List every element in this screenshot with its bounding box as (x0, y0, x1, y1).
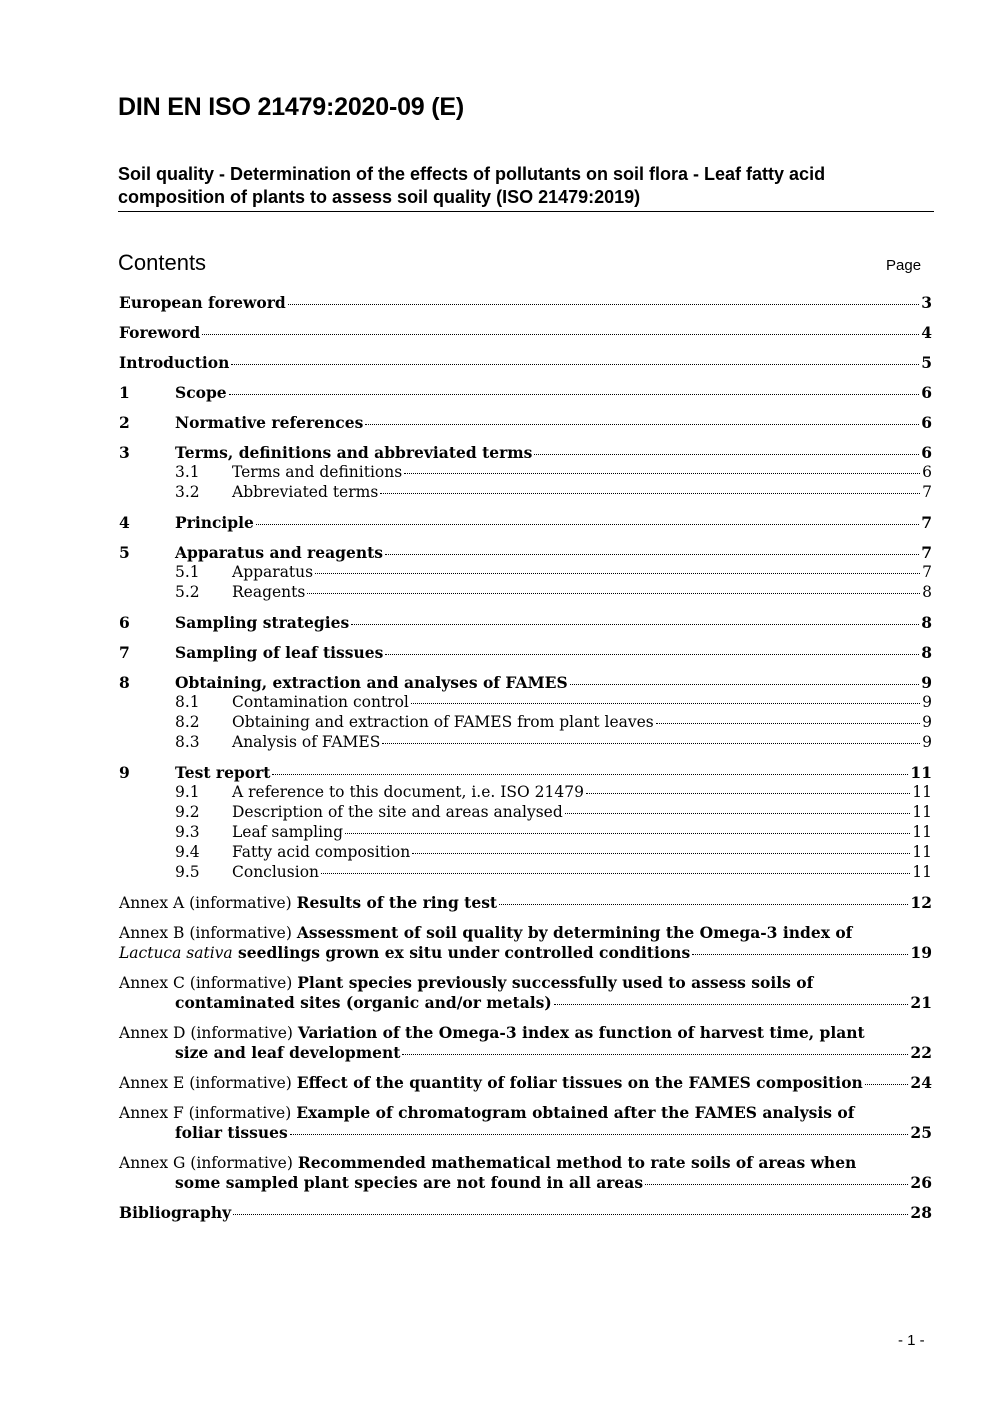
toc-entry-page: 8 (922, 583, 932, 601)
toc-entry-european-foreword[interactable] (119, 293, 932, 313)
toc-entry-section-7[interactable] (119, 643, 932, 663)
toc-entry-page: 11 (912, 823, 932, 841)
dot-leader (692, 954, 908, 955)
dot-leader (499, 904, 908, 905)
toc-entry-number: 1 (119, 383, 130, 402)
dot-leader (565, 813, 911, 814)
toc-entry-page: 4 (921, 323, 932, 342)
toc-entry-section-6[interactable] (119, 613, 932, 633)
dot-leader (656, 723, 920, 724)
annex-title: Plant species previously successfully used to assess soils of (297, 973, 814, 992)
toc-entry-section-8[interactable] (119, 673, 932, 693)
dot-leader (412, 853, 910, 854)
toc-entry-page: 11 (912, 843, 932, 861)
toc-entry-title (119, 943, 690, 962)
toc-entry-page: 9 (921, 673, 932, 692)
toc-entry-page: 6 (922, 463, 932, 481)
annex-title: Assessment of soil quality by determining the Omega-3 index of (296, 923, 853, 942)
dot-leader (586, 793, 910, 794)
toc-entry-section-9-3[interactable] (119, 823, 932, 843)
dot-leader (385, 654, 919, 655)
toc-entry-annex-c-line-2[interactable] (119, 993, 932, 1013)
toc-entry-page: 7 (922, 483, 932, 501)
dot-leader (315, 573, 920, 574)
dot-leader (380, 493, 920, 494)
toc-entry-page: 19 (910, 943, 932, 962)
toc-entry-annex-b-line-2[interactable] (119, 943, 932, 963)
toc-entry-title (119, 973, 813, 992)
toc-entry-section-3-1[interactable] (119, 463, 932, 483)
subtitle-line-2: composition of plants to assess soil quality (ISO 21479:2019) (118, 187, 641, 207)
toc-entry-number: 8.3 (175, 733, 200, 751)
dot-leader (351, 624, 919, 625)
toc-entry-title (175, 1043, 400, 1062)
toc-entry-title: European foreword (119, 293, 286, 312)
toc-entry-title: Contamination control (232, 693, 409, 711)
toc-entry-page: 11 (912, 863, 932, 881)
toc-entry-page: 7 (922, 563, 932, 581)
annex-prefix: Annex E (informative) (119, 1074, 297, 1092)
toc-entry-number: 5 (119, 543, 130, 562)
page-column-heading: Page (886, 257, 922, 274)
annex-prefix: Annex B (informative) (119, 924, 297, 942)
annex-title: contaminated sites (organic and/or metals) (175, 993, 552, 1012)
toc-entry-section-9-5[interactable] (119, 863, 932, 883)
toc-entry-number: 4 (119, 513, 130, 532)
toc-entry-annex-b-line-1[interactable] (119, 923, 932, 943)
dot-leader (365, 424, 919, 425)
toc-entry-section-8-1[interactable] (119, 693, 932, 713)
annex-prefix: Annex D (informative) (119, 1024, 298, 1042)
contents-heading: Contents (118, 250, 207, 275)
toc-entry-title: Apparatus (232, 563, 314, 581)
toc-entry-title: Obtaining and extraction of FAMES from plant leaves (232, 713, 654, 731)
dot-leader (411, 703, 920, 704)
toc-entry-title (175, 993, 552, 1012)
toc-entry-number: 9.2 (175, 803, 200, 821)
toc-entry-section-9-2[interactable] (119, 803, 932, 823)
toc-entry-number: 3.2 (175, 483, 200, 501)
toc-entry-title: Obtaining, extraction and analyses of FAMES (175, 673, 568, 692)
toc-entry-section-5[interactable] (119, 543, 932, 563)
toc-entry-page: 6 (921, 443, 932, 462)
toc-entry-section-3-2[interactable] (119, 483, 932, 503)
dot-leader (272, 774, 908, 775)
toc-entry-annex-e[interactable] (119, 1073, 932, 1093)
toc-entry-annex-d-line-2[interactable] (119, 1043, 932, 1063)
toc-entry-page: 6 (921, 383, 932, 402)
toc-entry-title (175, 1173, 643, 1192)
dot-leader (288, 304, 919, 305)
toc-entry-annex-a[interactable] (119, 893, 932, 913)
dot-leader (231, 364, 919, 365)
document-title: DIN EN ISO 21479:2020-09 (E) (118, 93, 464, 121)
toc-entry-section-9[interactable] (119, 763, 932, 783)
toc-entry-title (119, 1023, 865, 1042)
dot-leader (290, 1134, 909, 1135)
toc-entry-annex-g-line-2[interactable] (119, 1173, 932, 1193)
toc-entry-title: Description of the site and areas analysed (232, 803, 563, 821)
toc-entry-page: 24 (910, 1073, 932, 1092)
dot-leader (570, 684, 920, 685)
toc-entry-bibliography[interactable] (119, 1203, 932, 1223)
toc-entry-page: 9 (922, 713, 932, 731)
toc-entry-title: Scope (175, 383, 227, 402)
dot-leader (307, 593, 920, 594)
toc-entry-page: 9 (922, 733, 932, 751)
annex-title: Results of the ring test (296, 893, 498, 912)
annex-title: Example of chromatogram obtained after the FAMES analysis of (296, 1103, 855, 1122)
toc-entry-page: 12 (910, 893, 932, 912)
toc-entry-title: Introduction (119, 353, 230, 372)
annex-title: size and leaf development (175, 1043, 401, 1062)
dot-leader (202, 334, 919, 335)
toc-entry-annex-f-line-2[interactable] (119, 1123, 932, 1143)
toc-entry-title: Terms, definitions and abbreviated terms (175, 443, 533, 462)
toc-entry-annex-c-line-1[interactable] (119, 973, 932, 993)
annex-title: some sampled plant species are not found in all areas (175, 1173, 644, 1192)
toc-entry-title: A reference to this document, i.e. ISO 21479 (232, 783, 584, 801)
annex-prefix: Annex G (informative) (119, 1154, 298, 1172)
toc-entry-foreword[interactable] (119, 323, 932, 343)
toc-entry-number: 3 (119, 443, 130, 462)
toc-entry-title: Bibliography (119, 1203, 232, 1222)
dot-leader (321, 873, 910, 874)
annex-title: Effect of the quantity of foliar tissues on the FAMES composition (296, 1073, 863, 1092)
dot-leader (404, 473, 920, 474)
toc-entry-page: 21 (910, 993, 932, 1012)
toc-entry-title: Normative references (175, 413, 364, 432)
toc-entry-title (119, 1153, 856, 1172)
annex-title: foliar tissues (175, 1123, 288, 1142)
toc-entry-section-8-2[interactable] (119, 713, 932, 733)
annex-prefix: Annex F (informative) (119, 1104, 297, 1122)
toc-entry-title: Principle (175, 513, 254, 532)
dot-leader (554, 1004, 909, 1005)
toc-entry-page: 6 (921, 413, 932, 432)
toc-entry-title: Sampling of leaf tissues (175, 643, 384, 662)
dot-leader (345, 833, 910, 834)
dot-leader (385, 554, 919, 555)
toc-entry-section-9-4[interactable] (119, 843, 932, 863)
toc-entry-number: 5.2 (175, 583, 200, 601)
toc-entry-number: 2 (119, 413, 130, 432)
toc-entry-page: 11 (912, 783, 932, 801)
toc-entry-number: 7 (119, 643, 130, 662)
toc-entry-section-5-1[interactable] (119, 563, 932, 583)
toc-entry-title: Abbreviated terms (232, 483, 379, 501)
toc-entry-title (175, 1123, 288, 1142)
toc-entry-page: 5 (921, 353, 932, 372)
toc-entry-page: 25 (910, 1123, 932, 1142)
dot-leader (233, 1214, 908, 1215)
toc-entry-section-1[interactable] (119, 383, 932, 403)
toc-entry-title: Apparatus and reagents (175, 543, 383, 562)
toc-entry-annex-g-line-1[interactable] (119, 1153, 932, 1173)
toc-entry-page: 3 (921, 293, 932, 312)
toc-entry-section-9-1[interactable] (119, 783, 932, 803)
toc-entry-number: 8.2 (175, 713, 200, 731)
toc-entry-page: 9 (922, 693, 932, 711)
toc-entry-section-2[interactable] (119, 413, 932, 433)
annex-prefix: Annex C (informative) (119, 974, 298, 992)
toc-entry-title: Terms and definitions (232, 463, 403, 481)
toc-entry-page: 7 (921, 513, 932, 532)
toc-entry-section-5-2[interactable] (119, 583, 932, 603)
annex-title: Variation of the Omega-3 index as function of harvest time, plant (297, 1023, 865, 1042)
toc-entry-number: 9.1 (175, 783, 200, 801)
annex-title: seedlings grown ex situ under controlled conditions (232, 943, 691, 962)
toc-entry-title (119, 893, 497, 912)
toc-entry-number: 9.3 (175, 823, 200, 841)
dot-leader (534, 454, 919, 455)
toc-entry-section-4[interactable] (119, 513, 932, 533)
toc-entry-number: 8.1 (175, 693, 200, 711)
toc-entry-title: Test report (175, 763, 271, 782)
annex-title: Recommended mathematical method to rate soils of areas when (297, 1153, 857, 1172)
table-of-contents (119, 293, 932, 1223)
toc-entry-page: 28 (910, 1203, 932, 1222)
toc-entry-title (119, 923, 852, 942)
toc-entry-title: Leaf sampling (232, 823, 344, 841)
dot-leader (382, 743, 920, 744)
toc-entry-title (119, 1103, 854, 1122)
toc-entry-title: Fatty acid composition (232, 843, 411, 861)
dot-leader (256, 524, 919, 525)
annex-prefix: Annex A (informative) (119, 894, 297, 912)
toc-entry-page: 11 (912, 803, 932, 821)
toc-entry-title: Analysis of FAMES (232, 733, 381, 751)
toc-entry-number: 9 (119, 763, 130, 782)
toc-entry-number: 5.1 (175, 563, 200, 581)
toc-entry-annex-d-line-1[interactable] (119, 1023, 932, 1043)
toc-entry-number: 3.1 (175, 463, 200, 481)
subtitle-line-1: Soil quality - Determination of the effects of pollutants on soil flora - Leaf fatty acid (118, 164, 826, 184)
toc-entry-page: 8 (921, 643, 932, 662)
toc-entry-title: Reagents (232, 583, 306, 601)
page-number: - 1 - (898, 1332, 925, 1349)
toc-entry-number: 9.5 (175, 863, 200, 881)
toc-entry-title (119, 1073, 863, 1092)
toc-entry-annex-f-line-1[interactable] (119, 1103, 932, 1123)
dot-leader (645, 1184, 908, 1185)
toc-entry-page: 26 (910, 1173, 932, 1192)
toc-entry-page: 8 (921, 613, 932, 632)
toc-entry-number: 9.4 (175, 843, 200, 861)
dot-leader (229, 394, 920, 395)
toc-entry-title: Sampling strategies (175, 613, 350, 632)
toc-entry-page: 11 (910, 763, 932, 782)
toc-entry-introduction[interactable] (119, 353, 932, 373)
toc-entry-section-3[interactable] (119, 443, 932, 463)
toc-entry-page: 22 (910, 1043, 932, 1062)
annex-title-italic: Lactuca sativa (119, 944, 233, 962)
dot-leader (402, 1054, 908, 1055)
document-subtitle (118, 163, 934, 212)
toc-entry-number: 8 (119, 673, 130, 692)
dot-leader (865, 1084, 909, 1085)
toc-entry-title: Foreword (119, 323, 201, 342)
toc-entry-number: 6 (119, 613, 130, 632)
toc-entry-section-8-3[interactable] (119, 733, 932, 753)
toc-entry-title: Conclusion (232, 863, 320, 881)
toc-entry-page: 7 (921, 543, 932, 562)
